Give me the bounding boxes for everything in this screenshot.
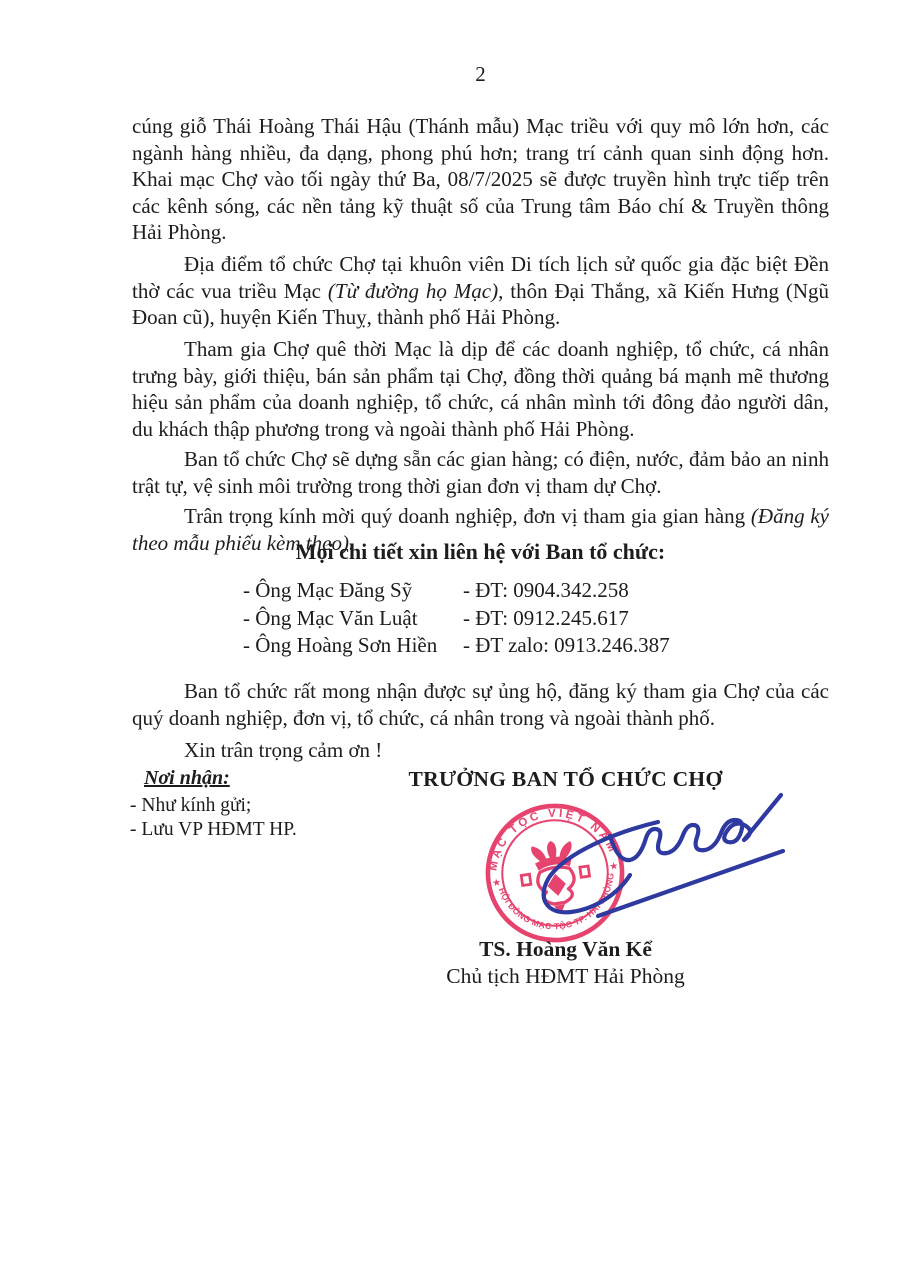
paragraph-location-italic: (Từ đường họ Mạc), (327, 278, 504, 303)
contact-phone: - ĐT: 0912.245.617 (463, 605, 629, 630)
contact-name: - Ông Hoàng Sơn Hiền (243, 633, 438, 657)
paragraph-continuation: cúng giỗ Thái Hoàng Thái Hậu (Thánh mẫu) Mạc triều với quy mô lớn hơn, các ngành hàng nhiều, đa dạng, phong phú hơn; trang trí cảnh quan sinh động hơn. Khai mạc Chợ vào tối ngày thứ Ba, 08/7/2025 sẽ được truyền hình trực tiếp trên các kênh sóng, các nền tảng kỹ thuật số của Trung tâm Báo chí & Truyền thông Hải Phòng. (132, 114, 829, 244)
contact-section-heading: Mọi chi tiết xin liên hệ với Ban tổ chức: (295, 539, 666, 564)
contact-phone: - ĐT zalo: 0913.246.387 (463, 633, 670, 657)
paragraph-location (132, 251, 829, 331)
recipients-item: - Như kính gửi; (130, 794, 252, 816)
paragraph-location-tail: thôn Đại Thắng, xã Kiến Hưng (Ngũ Đoan cũ), huyện Kiến Thuỵ, thành phố Hải Phòng. (132, 278, 829, 329)
contact-name: - Ông Mạc Đăng Sỹ (243, 578, 413, 602)
signer-block (398, 936, 733, 990)
contact-list (243, 577, 670, 660)
paragraph-thanks (132, 738, 829, 763)
paragraph-closing: Ban tổ chức rất mong nhận được sự ủng hộ, đăng ký tham gia Chợ của các quý doanh nghiệp, đơn vị, tổ chức, cá nhân trong và ngoài thành phố. (132, 679, 829, 730)
paragraph-invitation-italic: (Đăng ký theo mẫu phiếu kèm theo). (132, 504, 829, 555)
contact-row (243, 605, 670, 633)
paragraph-logistics: Ban tổ chức Chợ sẽ dựng sẵn các gian hàng; có điện, nước, đảm bảo an ninh trật tự, vệ sinh môi trường trong thời gian đơn vị tham dự Chợ. (132, 447, 829, 498)
paragraph-participation: Tham gia Chợ quê thời Mạc là dịp để các doanh nghiệp, tổ chức, cá nhân trưng bày, giới thiệu, bán sản phẩm tại Chợ, đồng thời quảng bá mạnh mẽ thương hiệu sản phẩm của doanh nghiệp, tổ chức, cá nhân mình tới đông đảo người dân, du khách thập phương trong và ngoài thành phố Hải Phòng. (132, 337, 829, 441)
signer-name: TS. Hoàng Văn Kể (479, 937, 652, 961)
page-number: 2 (475, 62, 486, 86)
handwritten-signature-icon (498, 776, 788, 928)
contact-phone: - ĐT: 0904.342.258 (463, 578, 629, 602)
contact-row (243, 577, 670, 605)
recipients-item: - Lưu VP HĐMT HP. (130, 819, 297, 840)
paragraph-thanks-text: Xin trân trọng cảm ơn ! (184, 738, 383, 762)
stamp-top-text: MẠC TỘC VIỆT NAM (487, 807, 620, 872)
signature-heading: TRƯỞNG BAN TỔ CHỨC CHỢ (408, 767, 723, 791)
recipients-label: Nơi nhận: (144, 767, 230, 789)
paragraph-location-text: Địa điểm tổ chức Chợ tại khuôn viên Di tích lịch sử quốc gia đặc biệt Đền thờ các vua triều Mạc (132, 252, 829, 303)
contact-name: - Ông Mạc Văn Luật (243, 605, 418, 630)
contact-row (243, 632, 670, 660)
stamp-star-left-icon: ★ (491, 877, 502, 890)
signer-title: Chủ tịch HĐMT Hải Phòng (446, 964, 685, 988)
stamp-bottom-text: HỘI ĐỒNG MẠC TỘC TP. HẢI PHÒNG (496, 872, 616, 932)
recipients-block (130, 766, 297, 843)
paragraph-invitation-text: Trân trọng kính mời quý doanh nghiệp, đơn vị tham gia gian hàng (184, 504, 751, 528)
stamp-star-right-icon: ★ (608, 860, 620, 873)
